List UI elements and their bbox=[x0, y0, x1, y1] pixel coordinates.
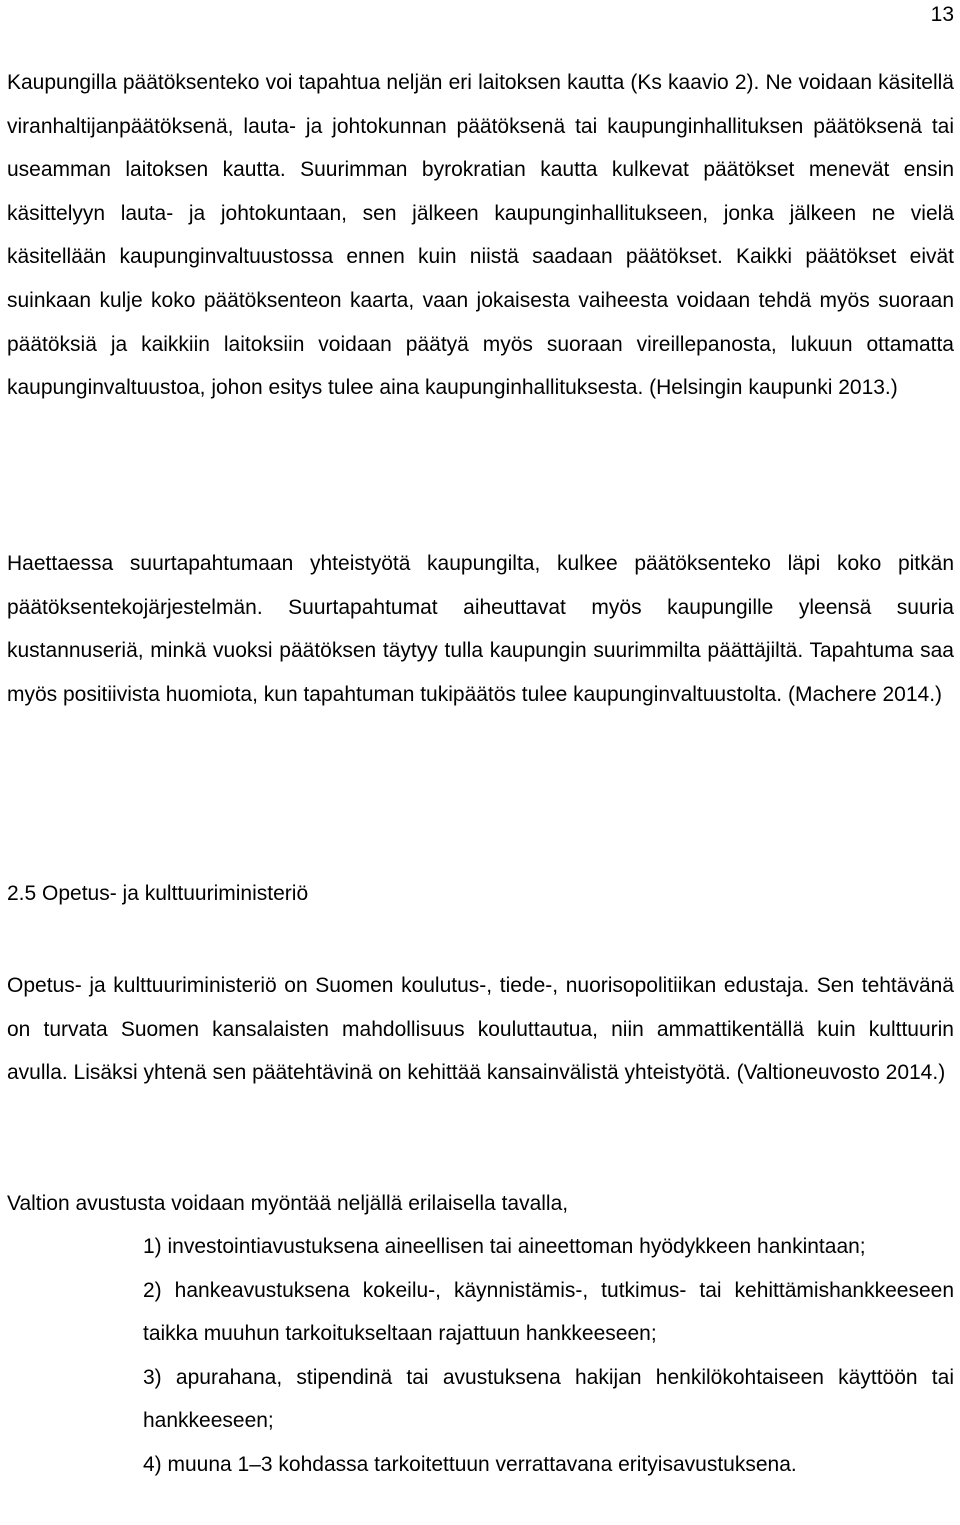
section-heading: 2.5 Opetus- ja kulttuuriministeriö bbox=[7, 882, 309, 905]
list-item: 2) hankeavustuksena kokeilu-, käynnistämis-, tutkimus- tai kehittämishankkeeseen taikka muuhun tarkoitukseltaan rajattuun hankkeeseen; bbox=[143, 1278, 954, 1346]
list-item: 4) muuna 1–3 kohdassa tarkoitettuun verrattavana erityisavustuksena. bbox=[143, 1452, 797, 1476]
paragraph-decision-making: Kaupungilla päätöksenteko voi tapahtua neljän eri laitoksen kautta (Ks kaavio 2). Ne voidaan käsitellä viranhaltijanpäätöksenä, lauta- ja johtokunnan päätöksenä tai kaupunginhallituksen päätöksenä tai useamman laitoksen kautta. Suurimman byrokratian kautta kulkevat päätökset menevät ensin käsittelyyn lauta- ja johtokuntaan, sen jälkeen kaupunginhallitukseen, jonka jälkeen ne vielä käsitellään kaupunginvaltuustossa ennen kuin niistä saadaan päätökset. Kaikki päätökset eivät suinkaan kulje koko päätöksenteon kaarta, vaan jokaisesta vaiheesta voidaan tehdä myös suoraan päätöksiä ja kaikkiin laitoksiin voidaan päätyä myös suoraan vireillepanosta, lukuun ottamatta kaupunginvaltuustoa, johon esitys tulee aina kaupunginhallituksesta. (Helsingin kaupunki 2013.) bbox=[7, 71, 954, 400]
paragraph-mega-event-cooperation: Haettaessa suurtapahtumaan yhteistyötä kaupungilta, kulkee päätöksenteko läpi koko pitkän päätöksentekojärjestelmän. Suurtapahtumat aiheuttavat myös kaupungille yleensä suuria kustannuseriä, minkä vuoksi päätöksen täytyy tulla kaupungin suurimmilta päättäjiltä. Tapahtuma saa myös positiivista huomiota, kun tapahtuman tukipäätös tulee kaupunginvaltuustolta. (Machere 2014.) bbox=[7, 552, 954, 706]
paragraph-ministry-description: Opetus- ja kulttuuriministeriö on Suomen koulutus-, tiede-, nuorisopolitiikan edustaja. Sen tehtävänä on turvata Suomen kansalaisten mahdollisuus kouluttautua, niin ammattikentällä kuin kulttuurin avulla. Lisäksi yhtenä sen päätehtävinä on kehittää kansainvälistä yhteistyötä. (Valtioneuvosto 2014.) bbox=[7, 974, 954, 1085]
paragraph-grant-intro: Valtion avustusta voidaan myöntää neljällä erilaisella tavalla, bbox=[7, 1192, 569, 1215]
list-item: 1) investointiavustuksena aineellisen tai aineettoman hyödykkeen hankintaan; bbox=[143, 1235, 866, 1258]
list-item: 3) apurahana, stipendinä tai avustuksena hakijan henkilökohtaiseen käyttöön tai hankkeeseen; bbox=[143, 1365, 954, 1433]
grant-types-list bbox=[143, 1225, 954, 1487]
page-number: 13 bbox=[930, 3, 954, 26]
